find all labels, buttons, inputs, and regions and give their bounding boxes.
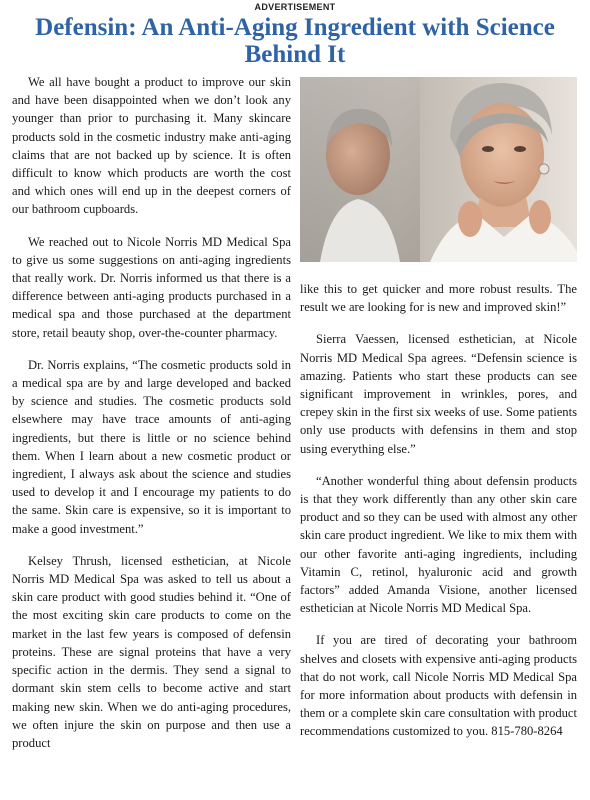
paragraph-vaessen-quote: Sierra Vaessen, licensed esthetician, at Nicole Norris MD Medical Spa agrees. “Defensin science is amazing. Patients who start these products can see significant improvement in wrinkles, pores, and crepey skin in the first six weeks of use. Some patients only use products with defensins in them and stop using everything else.”: [300, 332, 577, 456]
photo-illustration: [300, 77, 577, 262]
paragraph-thrush-continued: like this to get quicker and more robust results. The result we are looking for is new and improved skin!”: [300, 282, 577, 315]
paragraph-visione-quote: “Another wonderful thing about defensin products is that they work differently than any other skin care product and so they can be used with almost any other skin care product ingredient. We like to mix them with our other favorite anti-aging ingredients, including Vitamin C, retinol, hyaluronic acid and growth factors” added Amanda Visione, another licensed esthetician at Nicole Norris MD Medical Spa.: [300, 473, 577, 616]
left-column: [12, 73, 291, 752]
paragraph-norris-outreach: We reached out to Nicole Norris MD Medical Spa to give us some suggestions on anti-aging ingredients that really work. Dr. Norris informed us that there is a difference between anti-aging products purchased in a medical spa and those purchased at the department store, retail beauty shop, over-the-counter pharmacy.: [12, 234, 291, 340]
paragraph-call-to-action: If you are tired of decorating your bathroom shelves and closets with expensive anti-aging products that do not work, call Nicole Norris MD Medical Spa for more information about products with defensin in them or a complete skin care consultation with product recommendations customized to you. 815-780-8264: [300, 633, 577, 739]
paragraph-norris-quote: Dr. Norris explains, “The cosmetic products sold in a medical spa are by and large developed and backed by science and studies. The cosmetic products sold elsewhere may have trace amounts of anti-aging ingredients, but there is little or no science behind them. When I learn about a new cosmetic product or ingredient, I always ask about the science and studies used to develop it and I encourage my patients to do the same. Skin care is expensive, so it is important to make a good investment.”: [12, 357, 291, 536]
advertisement-label: ADVERTISEMENT: [254, 2, 336, 12]
paragraph-intro: We all have bought a product to improve our skin and have been disappointed when we don’t look any younger than prior to purchasing it. Many skincare products sold in the cosmetic industry make anti-aging claims that are not backed up by science. It is often difficult to know which products are worth the cost and which ones will end up in the deepest corners of our bathroom cupboards.: [12, 75, 291, 217]
paragraph-thrush-quote: Kelsey Thrush, licensed esthetician, at Nicole Norris MD Medical Spa was asked to tell us about a skin care product with good studies behind it. “One of the most exciting skin care products to come on the market in the last few years is composed of defensin proteins. These are signal proteins that have a very specific action in the dermis. They send a signal to dormant skin stem cells to become active and start making new skin. When we do anti-aging procedures, we often injure the skin on purpose and then use a product: [12, 553, 291, 750]
right-column: [300, 280, 577, 741]
headline: Defensin: An Anti-Aging Ingredient with Science Behind It: [35, 14, 555, 68]
woman-mirror-photo: [300, 77, 577, 262]
